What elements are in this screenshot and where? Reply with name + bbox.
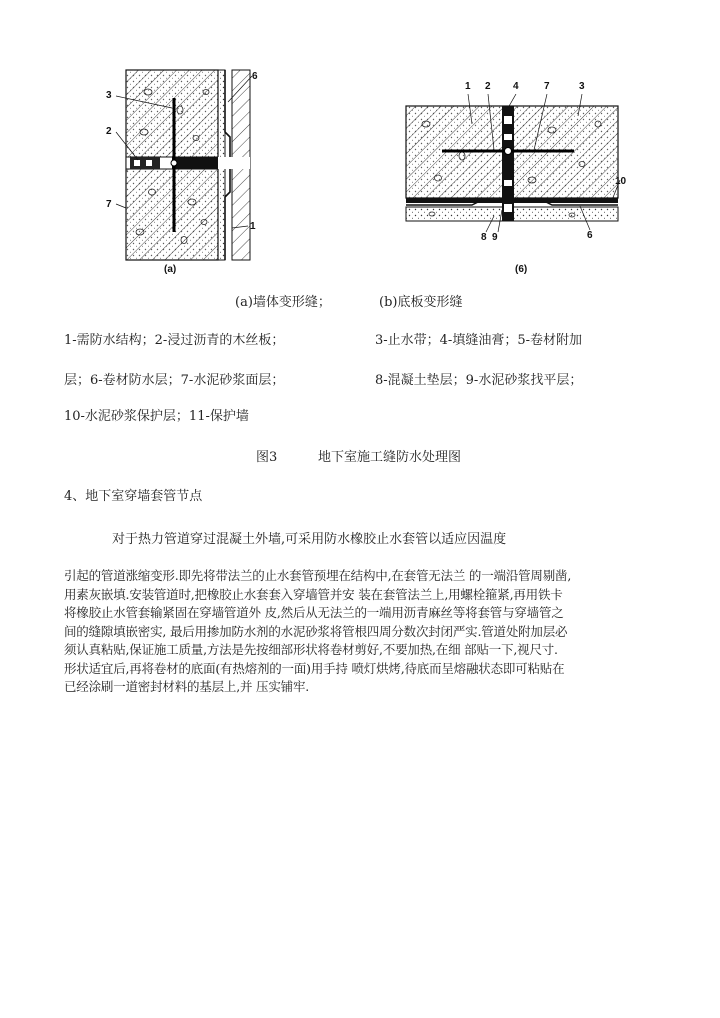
callout-a-7: 7 bbox=[106, 199, 112, 210]
callout-b-4: 4 bbox=[513, 81, 519, 92]
callout-b-8: 8 bbox=[481, 232, 487, 243]
callout-b-9: 9 bbox=[492, 232, 498, 243]
body-line: 形状适宜后,再将卷材的底面(有热熔剂的一面)用手持 喷灯烘烤,待底而呈熔融状态即可粘贴在 bbox=[64, 660, 565, 676]
callout-a-6: 6 bbox=[252, 71, 258, 82]
section-heading: 4、地下室穿墙套管节点 bbox=[64, 489, 203, 504]
body-line: 引起的管道涨缩变形.即先将带法兰的止水套管预埋在结构中,在套管无法兰 的一端沿管周剔凿, bbox=[64, 568, 572, 583]
callout-b-2: 2 bbox=[485, 81, 491, 92]
body-line: 用素灰嵌填.安装管道时,把橡胶止水套套入穿墙管并安 装在套管法兰上,用螺栓箍紧,再用铁卡 bbox=[64, 586, 563, 602]
body-paragraph bbox=[64, 567, 668, 697]
body-line: 须认真粘贴,保证施工质量,方法是先按细部形状将卷材剪好,不要加热,在细 部贴一下,视尺寸. bbox=[64, 642, 558, 657]
floor-joint-diagram bbox=[402, 94, 642, 244]
figure-number: 图3 bbox=[256, 450, 278, 465]
callout-a-1: 1 bbox=[250, 221, 256, 232]
legend-line-4: 8-混凝土垫层；9-水泥砂浆找平层； bbox=[375, 373, 583, 388]
body-line: 将橡胶止水管套输紧固在穿墙管道外 皮,然后从无法兰的一端用沥青麻丝等将套管与穿墙管之 bbox=[64, 605, 564, 620]
wall-joint-diagram bbox=[108, 62, 288, 272]
panel-b-sublabel: (6) bbox=[515, 264, 528, 275]
callout-b-10: 10 bbox=[615, 176, 627, 187]
callout-b-7: 7 bbox=[544, 81, 550, 92]
legend-line-2: 3-止水带；4-填缝油膏；5-卷材附加 bbox=[375, 333, 582, 348]
callout-a-3: 3 bbox=[106, 90, 112, 101]
caption-floor-joint: (b)底板变形缝 bbox=[379, 295, 463, 310]
callout-b-6: 6 bbox=[587, 230, 593, 241]
legend-line-3: 层；6-卷材防水层；7-水泥砂浆面层； bbox=[64, 373, 285, 388]
intro-line: 对于热力管道穿过混凝土外墙,可采用防水橡胶止水套管以适应因温度 bbox=[112, 532, 507, 547]
figure-title: 地下室施工缝防水处理图 bbox=[318, 450, 462, 465]
callout-b-3: 3 bbox=[579, 81, 585, 92]
legend-line-1: 1-需防水结构；2-浸过沥青的木丝板； bbox=[64, 333, 285, 348]
body-line: 已经涂刷一道密封材料的基层上,并 压实铺牢. bbox=[64, 679, 310, 694]
panel-a-sublabel: (a) bbox=[164, 264, 177, 275]
caption-wall-joint: (a)墙体变形缝； bbox=[235, 295, 331, 310]
legend-line-5: 10-水泥砂浆保护层；11-保护墙 bbox=[64, 409, 249, 424]
callout-b-1: 1 bbox=[465, 81, 471, 92]
callout-a-2: 2 bbox=[106, 126, 112, 137]
body-line: 间的缝隙填嵌密实, 最后用掺加防水剂的水泥砂浆将管根四周分数次封闭严实.管道处附加层必 bbox=[64, 623, 568, 639]
